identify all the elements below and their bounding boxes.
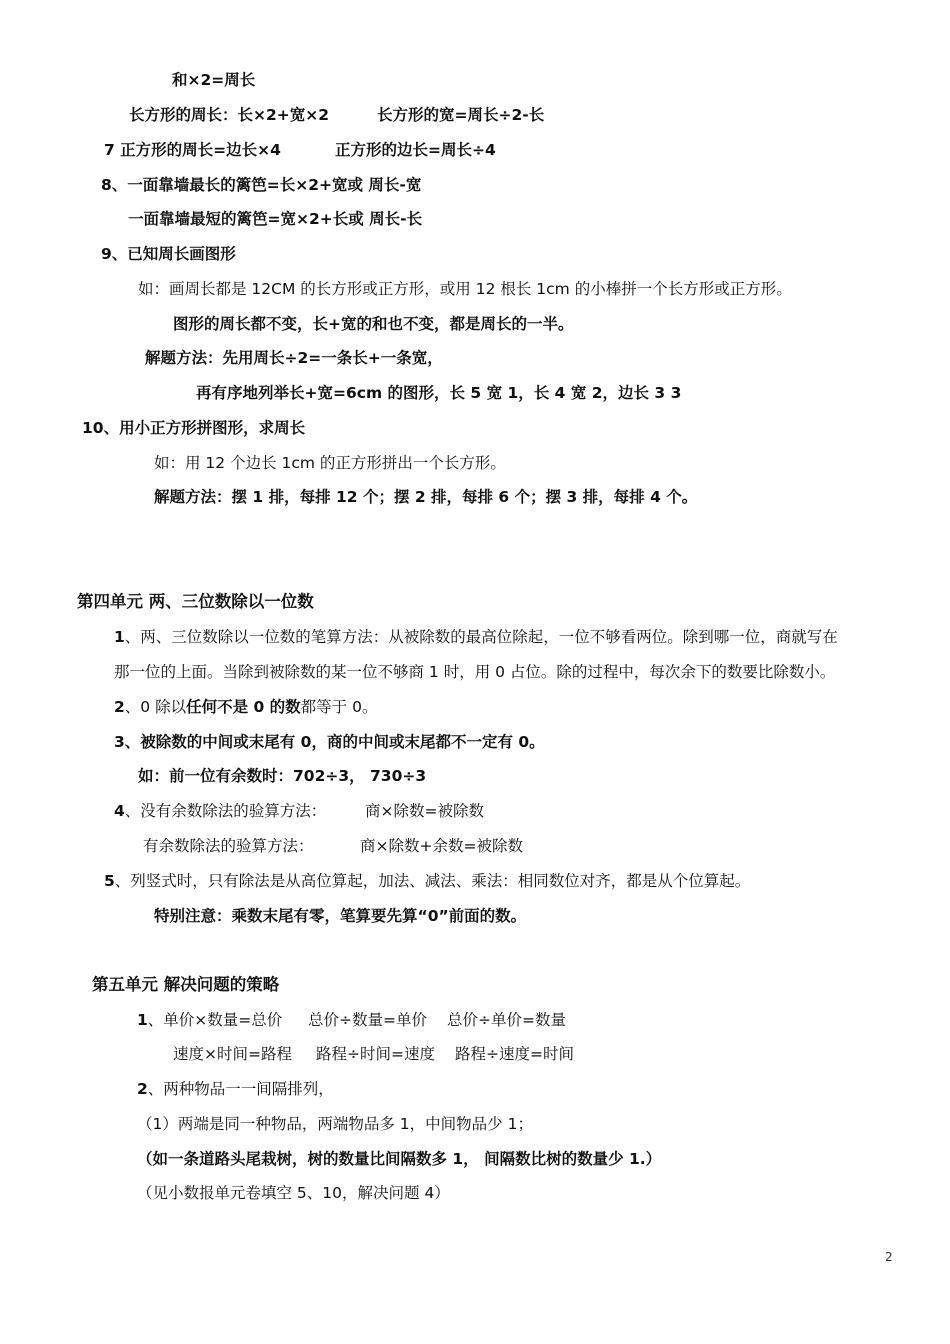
line-fence-shortest: 一面靠墙最短的篱笆=宽×2+长或 周长-长 [128,210,423,228]
unit4-p5-text: 、列竖式时，只有除法是从高位算起，加法、减法、乘法：相同数位对齐，都是从个位算起。 [114,872,751,890]
line-rect-width: 长方形的宽=周长÷2-长 [377,106,545,124]
line-example-12cm: 如：画周长都是 12CM 的长方形或正方形，或用 12 根长 1cm 的小棒拼一个长方形或正方形。 [138,280,792,298]
unit4-p4-num: 4 [114,802,125,820]
line-method-divide-2: 解题方法：先用周长÷2=一条长+一条宽， [145,349,443,367]
unit4-p4-a: 、没有余数除法的验算方法： [124,802,327,820]
page-number: 2 [885,1250,893,1264]
unit5-p4: （如一条道路头尾栽树，树的数量比间隔数多 1， 间隔数比树的数量少 1.） [137,1150,662,1168]
unit4-p1-line1 [114,627,838,647]
line-small-squares: 10、用小正方形拼图形，求周长 [82,419,306,437]
unit5-p1-d: 速度×时间=路程 [173,1045,292,1063]
unit5-p1-a: 、单价×数量=总价 [147,1011,283,1029]
unit4-p5-num: 5 [104,872,115,890]
unit4-p2-a: 、0 除以 [124,698,187,716]
line-rect-perimeter: 长方形的周长：长×2+宽×2 [129,106,330,124]
unit5-p3: （1）两端是同一种物品，两端物品多 1，中间物品少 1； [137,1115,533,1133]
line-method-rows: 解题方法：摆 1 排，每排 12 个；摆 2 排，每排 6 个；摆 3 排，每排 4 个。 [154,488,698,506]
unit4-p2-b: 任何不是 0 的数 [186,698,301,716]
line-list-6cm: 再有序地列举长+宽=6cm 的图形，长 5 宽 1，长 4 宽 2，边长 3 3 [196,384,682,402]
unit4-p5 [104,871,750,891]
unit5-p1-f: 路程÷速度=时间 [455,1045,574,1063]
unit5-heading: 第五单元 解决问题的策略 [92,975,280,994]
line-square-side: 正方形的边长=周长÷4 [335,141,496,159]
unit4-p3-example: 如：前一位有余数时：702÷3， 730÷3 [138,767,427,785]
line-perimeter-constant: 图形的周长都不变，长+宽的和也不变，都是周长的一半。 [173,315,574,333]
line-perimeter-sum: 和×2=周长 [172,71,256,89]
unit4-p2-c: 都等于 0。 [300,698,378,716]
unit4-p2-num: 2 [114,698,125,716]
unit4-p1-line2: 那一位的上面。当除到被除数的某一位不够商 1 时，用 0 占位。除的过程中，每次余下的数要比除数小。 [114,663,836,681]
unit4-note: 特别注意：乘数末尾有零，笔算要先算“0”前面的数。 [154,907,527,925]
unit4-p3: 3、被除数的中间或末尾有 0，商的中间或末尾都不一定有 0。 [114,733,545,751]
unit4-p4 [114,801,326,821]
unit5-p1-b: 总价÷数量=单价 [308,1011,427,1029]
unit4-p1-text: 、两、三位数除以一位数的笔算方法：从被除数的最高位除起，一位不够看两位。除到哪一位，商就写在 [124,628,838,646]
unit4-p4-c: 有余数除法的验算方法： [143,837,314,855]
unit5-p5: （见小数报单元卷填空 5、10，解决问题 4） [137,1184,450,1202]
unit5-p1-c: 总价÷单价=数量 [447,1011,566,1029]
unit5-p2-text: 、两种物品一一间隔排列， [147,1080,334,1098]
unit4-p4-d: 商×除数+余数=被除数 [360,837,523,855]
unit5-p1 [137,1010,282,1030]
unit4-heading: 第四单元 两、三位数除以一位数 [77,592,314,611]
line-example-12-squares: 如：用 12 个边长 1cm 的正方形拼出一个长方形。 [154,454,506,472]
unit5-p1-num: 1 [137,1011,148,1029]
line-square-perimeter: 7 正方形的周长=边长×4 [104,141,281,159]
unit4-p4-b: 商×除数=被除数 [365,802,484,820]
unit5-p1-e: 路程÷时间=速度 [316,1045,435,1063]
line-draw-by-perimeter: 9、已知周长画图形 [101,245,236,263]
unit4-p1-num: 1 [114,628,125,646]
unit4-p2 [114,697,377,717]
line-fence-longest: 8、一面靠墙最长的篱笆=长×2+宽或 周长-宽 [101,176,422,194]
unit5-p2 [137,1079,334,1099]
unit5-p2-num: 2 [137,1080,148,1098]
